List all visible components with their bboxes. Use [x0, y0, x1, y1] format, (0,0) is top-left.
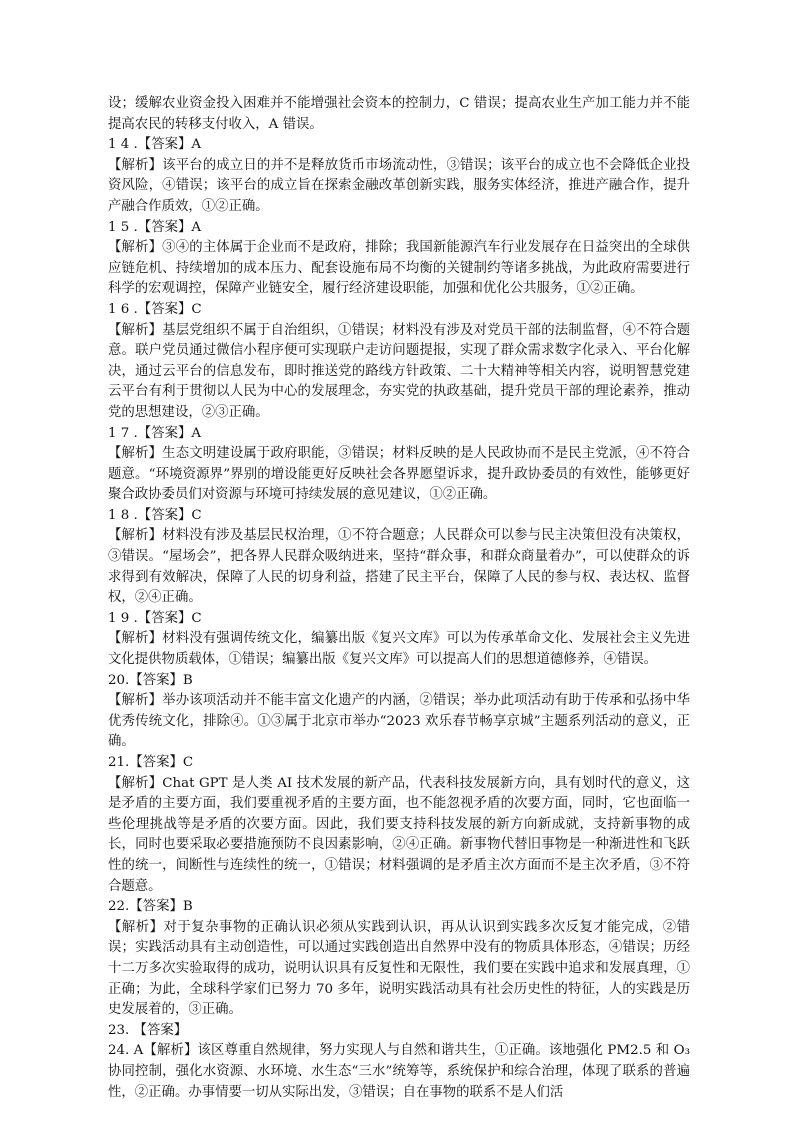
answer-line: 1 6 .【答案】C	[108, 301, 202, 317]
explanation-paragraph: 24. A【解析】该区尊重自然规律，努力实现人与自然和谐共生，①正确。该地强化 PM2.5 和 O₃ 协同控制，强化水资源、水环境、水生态“三水”统筹等，系统保护和综合治理，体现了联系的普遍性，②正确。办事情要一切从实际出发，③错误；自在事物的联系不是人们活	[108, 1043, 690, 1100]
explanation-paragraph: 【解析】生态文明建设属于政府职能，③错误；材料反映的是人民政协而不是民主党派，④不符合题意。“环境资源界”界别的增设能更好反映社会各界愿望诉求，提升政协委员的有效性，能够更好聚合政协委员们对资源与环境可持续发展的意见建议，①②正确。	[108, 446, 690, 503]
document-page	[108, 94, 690, 1103]
explanation-paragraph: 【解析】材料没有涉及基层民权治理，①不符合题意；人民群众可以参与民主决策但没有决策权，③错误。“屋场会”，把各界人民群众吸纳进来，坚持“群众事，和群众商量着办”，可以使群众的诉求得到有效解决，保障了人民的切身利益，搭建了民主平台，保障了人民的参与权、表达权、监督权，②④正确。	[108, 528, 690, 606]
explanation-paragraph: 【解析】材料没有强调传统文化，编纂出版《复兴文库》可以为传承革命文化、发展社会主义先进文化提供物质载体，①错误；编纂出版《复兴文库》可以提高人们的思想道德修养，④错误。	[108, 631, 690, 668]
explanation-paragraph: 【解析】基层党组织不属于自治组织，①错误；材料没有涉及对党员干部的法制监督，④不符合题意。联户党员通过微信小程序便可实现联户走访问题提报，实现了群众需求数字化录入、平台化解决，通过云平台的信息发布，即时推送党的路线方针政策、二十大精神等相关内容，说明智慧党建云平台有利于贯彻以人民为中心的发展理念，夯实党的执政基础，提升党员干部的理论素养，推动党的思想建设，②③正确。	[108, 322, 690, 420]
answer-line: 21.【答案】C	[108, 755, 194, 770]
answer-line: 1 7 .【答案】A	[108, 425, 202, 441]
answer-line: 1 5 .【答案】A	[108, 219, 202, 235]
answer-line: 1 8 .【答案】C	[108, 507, 202, 523]
explanation-paragraph: 【解析】对于复杂事物的正确认识必须从实践到认识，再从认识到实践多次反复才能完成，②错误；实践活动具有主动创造性，可以通过实践创造出自然界中没有的物质具体形态，④错误；历经十二万多次实验取得的成功，说明认识具有反复性和无限性，我们要在实践中追求和发展真理，①正确；为此，全球科学家们已努力 70 多年，说明实践活动具有社会历史性的特征，人的实践是历史发展着的，③正确。	[108, 919, 690, 1018]
explanation-paragraph: 设；缓解农业资金投入困难并不能增强社会资本的控制力，C 错误；提高农业生产加工能力并不能提高农民的转移支付收入，A 错误。	[108, 96, 690, 132]
explanation-paragraph: 【解析】③④的主体属于企业而不是政府，排除；我国新能源汽车行业发展存在日益突出的全球供应链危机、持续增加的成本压力、配套设施布局不均衡的关键制约等诸多挑战，为此政府需要进行科学的宏观调控，保障产业链安全，履行经济建设职能，加强和优化公共服务，①②正确。	[108, 240, 690, 297]
answer-line: 22.【答案】B	[108, 899, 193, 915]
answer-line: 1 4 .【答案】A	[108, 137, 202, 153]
explanation-paragraph: 【解析】Chat GPT 是人类 AI 技术发展的新产品，代表科技发展新方向，具有划时代的意义，这是矛盾的主要方面，我们要重视矛盾的主要方面，也不能忽视矛盾的次要方面，同时，它也面临一些伦理挑战等是矛盾的次要方面。因此，我们要支持科技发展的新方向新成就，支持新事物的成长，同时也要采取必要措施预防不良因素影响，②④正确。新事物代替旧事物是一种渐进性和飞跃性的统一，间断性与连续性的统一，①错误；材料强调的是矛盾主次方面而不是主次矛盾，③不符合题意。	[108, 775, 690, 894]
explanation-paragraph: 【解析】该平台的成立日的并不是释放货币市场流动性，③错误；该平台的成立也不会降低企业投资风险，④错误；该平台的成立旨在探索金融改革创新实践，服务实体经济，推进产融合作，提升产融合作质效，①②正确。	[108, 157, 690, 214]
answer-line: 20.【答案】B	[108, 672, 193, 688]
answer-line: 23. 【答案】	[108, 1022, 188, 1038]
explanation-paragraph: 【解析】举办该项活动并不能丰富文化遗产的内涵，②错误；举办此项活动有助于传承和弘扬中华优秀传统文化，排除④。①③属于北京市举办“2023 欢乐春节畅享京城”主题系列活动的意义，正确。	[108, 693, 690, 750]
answer-line: 1 9 .【答案】C	[108, 610, 202, 626]
